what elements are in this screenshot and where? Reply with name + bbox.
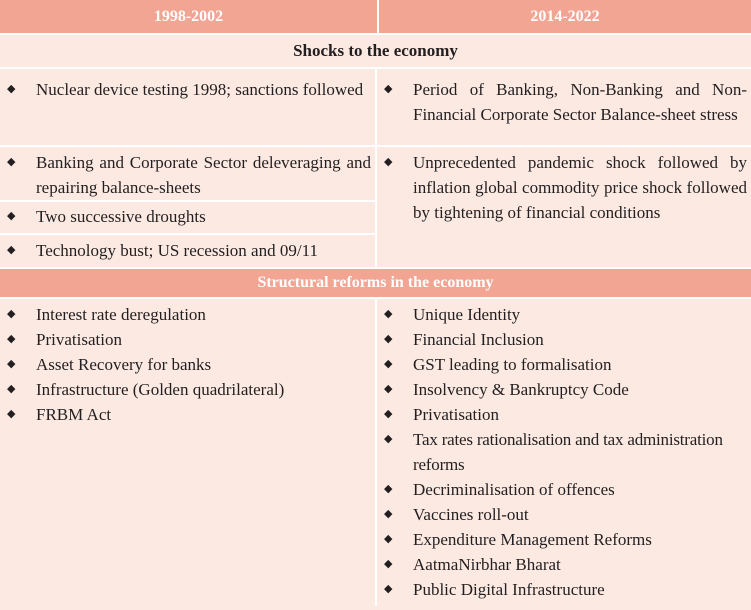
shock-text: Unprecedented pandemic shock followed by inflation global commodity price shock followed by tightening of financial conditions: [413, 153, 747, 222]
bullet-icon: ◆: [384, 333, 393, 345]
reform-text: Public Digital Infrastructure: [413, 580, 605, 599]
bullet-icon: ◆: [7, 383, 16, 395]
shock-cell: [377, 147, 751, 267]
reform-text: Interest rate deregulation: [36, 305, 206, 324]
list-item: [0, 302, 375, 327]
header-period-2014-2022: 2014-2022: [379, 0, 751, 33]
reform-text: Decriminalisation of offences: [413, 480, 615, 499]
reform-text: Unique Identity: [413, 305, 521, 324]
shock-text: Nuclear device testing 1998; sanctions followed: [36, 80, 364, 99]
list-item: [377, 327, 751, 352]
bullet-icon: ◆: [384, 156, 393, 168]
reform-text: GST leading to formalisation: [413, 355, 612, 374]
list-item: [377, 502, 751, 527]
reform-text: Expenditure Management Reforms: [413, 530, 652, 549]
list-item: [377, 77, 751, 127]
bullet-icon: ◆: [7, 308, 16, 320]
bullet-icon: ◆: [7, 83, 16, 95]
bullet-icon: ◆: [384, 508, 393, 520]
bullet-icon: ◆: [7, 244, 16, 256]
reforms-columns: [0, 299, 751, 606]
shock-cell: [0, 235, 375, 267]
list-item: [377, 577, 751, 602]
bullet-icon: ◆: [7, 408, 16, 420]
bullet-icon: ◆: [384, 583, 393, 595]
shocks-section-title: Shocks to the economy: [0, 33, 751, 69]
shock-text: Two successive droughts: [36, 207, 206, 226]
list-item: [377, 527, 751, 552]
list-item: [0, 150, 375, 200]
list-item: [0, 377, 375, 402]
list-item: [0, 204, 375, 229]
reform-text: Infrastructure (Golden quadrilateral): [36, 380, 285, 399]
shock-cell: [0, 147, 375, 202]
list-item: [377, 427, 751, 477]
list-item: [377, 352, 751, 377]
reform-text: Privatisation: [36, 330, 122, 349]
header-period-1998-2002: 1998-2002: [0, 0, 379, 33]
shock-text: Technology bust; US recession and 09/11: [36, 241, 318, 260]
shocks-columns: [0, 69, 751, 267]
reform-text: FRBM Act: [36, 405, 112, 424]
list-item: [0, 352, 375, 377]
shock-cell: [0, 202, 375, 235]
bullet-icon: ◆: [7, 156, 16, 168]
reform-text: Vaccines roll-out: [413, 505, 529, 524]
bullet-icon: ◆: [7, 210, 16, 222]
shock-cell: [0, 69, 375, 147]
list-item: [377, 150, 751, 225]
list-item: [0, 327, 375, 352]
reform-text: Privatisation: [413, 405, 499, 424]
shocks-left-column: [0, 69, 377, 267]
list-item: [0, 77, 375, 102]
bullet-icon: ◆: [384, 308, 393, 320]
reforms-section-title: Structural reforms in the economy: [0, 267, 751, 299]
bullet-icon: ◆: [384, 83, 393, 95]
list-item: [377, 302, 751, 327]
bullet-icon: ◆: [384, 533, 393, 545]
list-item: [377, 402, 751, 427]
bullet-icon: ◆: [7, 358, 16, 370]
bullet-icon: ◆: [384, 558, 393, 570]
header-row: [0, 0, 751, 33]
bullet-icon: ◆: [384, 383, 393, 395]
bullet-icon: ◆: [384, 358, 393, 370]
bullet-icon: ◆: [384, 483, 393, 495]
reform-text: AatmaNirbhar Bharat: [413, 555, 561, 574]
reforms-left-column: [0, 299, 377, 606]
list-item: [377, 552, 751, 577]
reforms-right-column: [377, 299, 751, 606]
list-item: [377, 477, 751, 502]
reform-text: Tax rates rationalisation and tax administration reforms: [413, 430, 723, 474]
list-item: [0, 238, 375, 263]
list-item: [0, 402, 375, 427]
shocks-right-column: [377, 69, 751, 267]
bullet-icon: ◆: [384, 408, 393, 420]
shock-text: Banking and Corporate Sector deleveraging and repairing balance-sheets: [36, 153, 371, 197]
bullet-icon: ◆: [7, 333, 16, 345]
bullet-icon: ◆: [384, 433, 393, 445]
reform-text: Financial Inclusion: [413, 330, 544, 349]
shock-cell: [377, 69, 751, 147]
shock-text: Period of Banking, Non-Banking and Non-Financial Corporate Sector Balance-sheet stress: [413, 80, 747, 124]
reform-text: Asset Recovery for banks: [36, 355, 212, 374]
reform-text: Insolvency & Bankruptcy Code: [413, 380, 629, 399]
list-item: [377, 377, 751, 402]
